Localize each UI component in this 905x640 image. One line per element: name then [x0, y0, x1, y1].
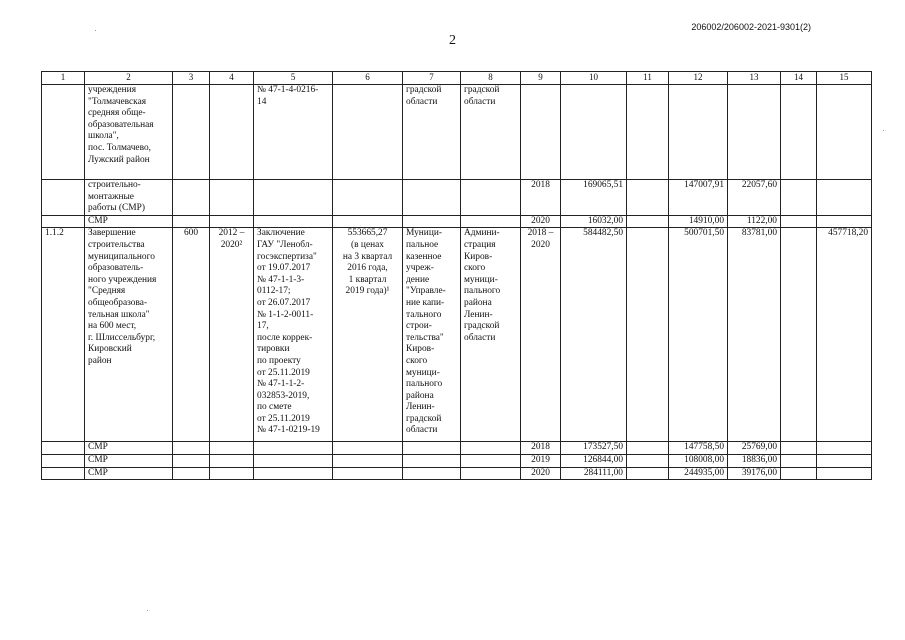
table-cell — [173, 180, 210, 216]
table-cell — [817, 215, 872, 228]
table-cell: 2018 — [521, 180, 561, 216]
table-cell: 39176,00 — [728, 467, 781, 480]
column-header: 4 — [210, 72, 254, 85]
table-cell — [42, 467, 85, 480]
table-cell — [627, 180, 669, 216]
table-cell — [42, 215, 85, 228]
table-cell: строительно- монтажные работы (СМР) — [85, 180, 173, 216]
table-cell — [781, 215, 817, 228]
table-cell — [627, 467, 669, 480]
table-cell — [210, 467, 254, 480]
table-cell: Завершение строительства муниципального образователь- ного учреждения "Средняя общеобразова- тельная школа" на 600 мест, г. Шлиссельбург, Кировский район — [85, 228, 173, 442]
table-cell — [333, 215, 403, 228]
table-cell — [627, 228, 669, 442]
table-cell — [173, 215, 210, 228]
table-cell — [173, 454, 210, 467]
table-cell — [333, 85, 403, 180]
table-cell — [817, 454, 872, 467]
table-cell: 16032,00 — [561, 215, 627, 228]
table-cell: 2012 – 2020² — [210, 228, 254, 442]
table-cell: 173527,50 — [561, 442, 627, 455]
table-cell — [210, 85, 254, 180]
table-cell — [461, 467, 521, 480]
table-cell: 18836,00 — [728, 454, 781, 467]
table-cell: 1.1.2 — [42, 228, 85, 442]
table-cell: 83781,00 — [728, 228, 781, 442]
scan-speck — [147, 610, 148, 611]
table-cell: 284111,00 — [561, 467, 627, 480]
table-cell — [254, 467, 333, 480]
table-cell — [728, 85, 781, 180]
table-cell: 108008,00 — [669, 454, 728, 467]
scan-speck — [883, 130, 884, 131]
column-header: 9 — [521, 72, 561, 85]
page-number: 2 — [449, 33, 456, 48]
table-cell: 500701,50 — [669, 228, 728, 442]
table-cell — [627, 85, 669, 180]
table-cell — [817, 467, 872, 480]
table-cell — [627, 442, 669, 455]
table-cell — [817, 180, 872, 216]
table-row — [42, 442, 872, 455]
table-cell — [210, 180, 254, 216]
table-cell — [254, 215, 333, 228]
table-cell — [42, 454, 85, 467]
table-cell — [461, 215, 521, 228]
column-header: 6 — [333, 72, 403, 85]
table-cell — [561, 85, 627, 180]
table-cell: 2020 — [521, 467, 561, 480]
table-cell — [461, 180, 521, 216]
table-cell: Муници- пальное казенное учреж- дение "Управле- ние капи- тального строи- тельства" Киров- ского муници- пального района Ленин- градской области — [403, 228, 461, 442]
table-cell — [403, 180, 461, 216]
table-cell: 1122,00 — [728, 215, 781, 228]
table-row — [42, 215, 872, 228]
table-cell: 147758,50 — [669, 442, 728, 455]
table-row — [42, 180, 872, 216]
table-cell — [403, 215, 461, 228]
table-cell: 2020 — [521, 215, 561, 228]
scan-speck — [95, 30, 96, 31]
table-cell: № 47-1-4-0216- 14 — [254, 85, 333, 180]
table-cell: 600 — [173, 228, 210, 442]
table-cell: 2019 — [521, 454, 561, 467]
table-cell — [817, 442, 872, 455]
column-header: 7 — [403, 72, 461, 85]
table-cell: СМР — [85, 215, 173, 228]
table-cell — [781, 442, 817, 455]
table-cell: градской области — [461, 85, 521, 180]
table-cell: учреждения "Толмачевская средняя обще- образовательная школа", пос. Толмачево, Лужский район — [85, 85, 173, 180]
table-cell — [210, 442, 254, 455]
table-cell — [210, 215, 254, 228]
table-cell — [817, 85, 872, 180]
document-number: 206002/206002-2021-9301(2) — [691, 22, 811, 32]
table-cell — [254, 180, 333, 216]
table-cell — [627, 454, 669, 467]
table-row — [42, 467, 872, 480]
table-cell: 553665,27 (в ценах на 3 квартал 2016 года, 1 квартал 2019 года)¹ — [333, 228, 403, 442]
table-cell — [173, 467, 210, 480]
table-cell — [42, 180, 85, 216]
data-table — [41, 71, 872, 480]
column-header: 15 — [817, 72, 872, 85]
table-cell: градской области — [403, 85, 461, 180]
column-header: 3 — [173, 72, 210, 85]
table-cell — [521, 85, 561, 180]
table-cell: СМР — [85, 467, 173, 480]
table-cell: 14910,00 — [669, 215, 728, 228]
table-cell — [333, 442, 403, 455]
column-header: 1 — [42, 72, 85, 85]
table-cell — [403, 467, 461, 480]
table-cell — [781, 454, 817, 467]
table-cell: 457718,20 — [817, 228, 872, 442]
table-cell: 147007,91 — [669, 180, 728, 216]
table-cell — [333, 180, 403, 216]
table-cell — [42, 442, 85, 455]
column-header: 11 — [627, 72, 669, 85]
table-cell — [627, 215, 669, 228]
column-number-row — [42, 72, 872, 85]
table-cell — [403, 454, 461, 467]
table-cell: СМР — [85, 454, 173, 467]
table-cell: 2018 — [521, 442, 561, 455]
table-cell: 25769,00 — [728, 442, 781, 455]
table-cell — [254, 442, 333, 455]
table-cell — [781, 228, 817, 442]
table-cell: Заключение ГАУ "Ленобл- госэкспертиза" от 19.07.2017 № 47-1-1-3- 0112-17; от 26.07.2017 № 1-1-2-0011- 17, после коррек- тировки по проекту от 25.11.2019 № 47-1-1-2- 032853-2019, по смете от 25.11.2019 № 47-1-0219-19 — [254, 228, 333, 442]
table-cell: СМР — [85, 442, 173, 455]
table-cell: 22057,60 — [728, 180, 781, 216]
table-row — [42, 454, 872, 467]
table-cell — [42, 85, 85, 180]
table-cell — [254, 454, 333, 467]
column-header: 2 — [85, 72, 173, 85]
table-cell — [781, 180, 817, 216]
column-header: 13 — [728, 72, 781, 85]
table-cell — [173, 85, 210, 180]
table-cell — [781, 467, 817, 480]
column-header: 12 — [669, 72, 728, 85]
table-row — [42, 85, 872, 180]
table-cell — [781, 85, 817, 180]
column-header: 14 — [781, 72, 817, 85]
column-header: 10 — [561, 72, 627, 85]
table-cell — [669, 85, 728, 180]
table-cell: 169065,51 — [561, 180, 627, 216]
table-cell: 584482,50 — [561, 228, 627, 442]
column-header: 5 — [254, 72, 333, 85]
table-cell — [333, 467, 403, 480]
table-cell: 244935,00 — [669, 467, 728, 480]
column-header: 8 — [461, 72, 521, 85]
table-cell — [333, 454, 403, 467]
table-cell: Админи- страция Киров- ского муници- пального района Ленин- градской области — [461, 228, 521, 442]
table-cell — [403, 442, 461, 455]
table-cell: 2018 – 2020 — [521, 228, 561, 442]
table-cell: 126844,00 — [561, 454, 627, 467]
table-row — [42, 228, 872, 442]
table-cell — [173, 442, 210, 455]
table-cell — [461, 454, 521, 467]
table-cell — [461, 442, 521, 455]
table-cell — [210, 454, 254, 467]
